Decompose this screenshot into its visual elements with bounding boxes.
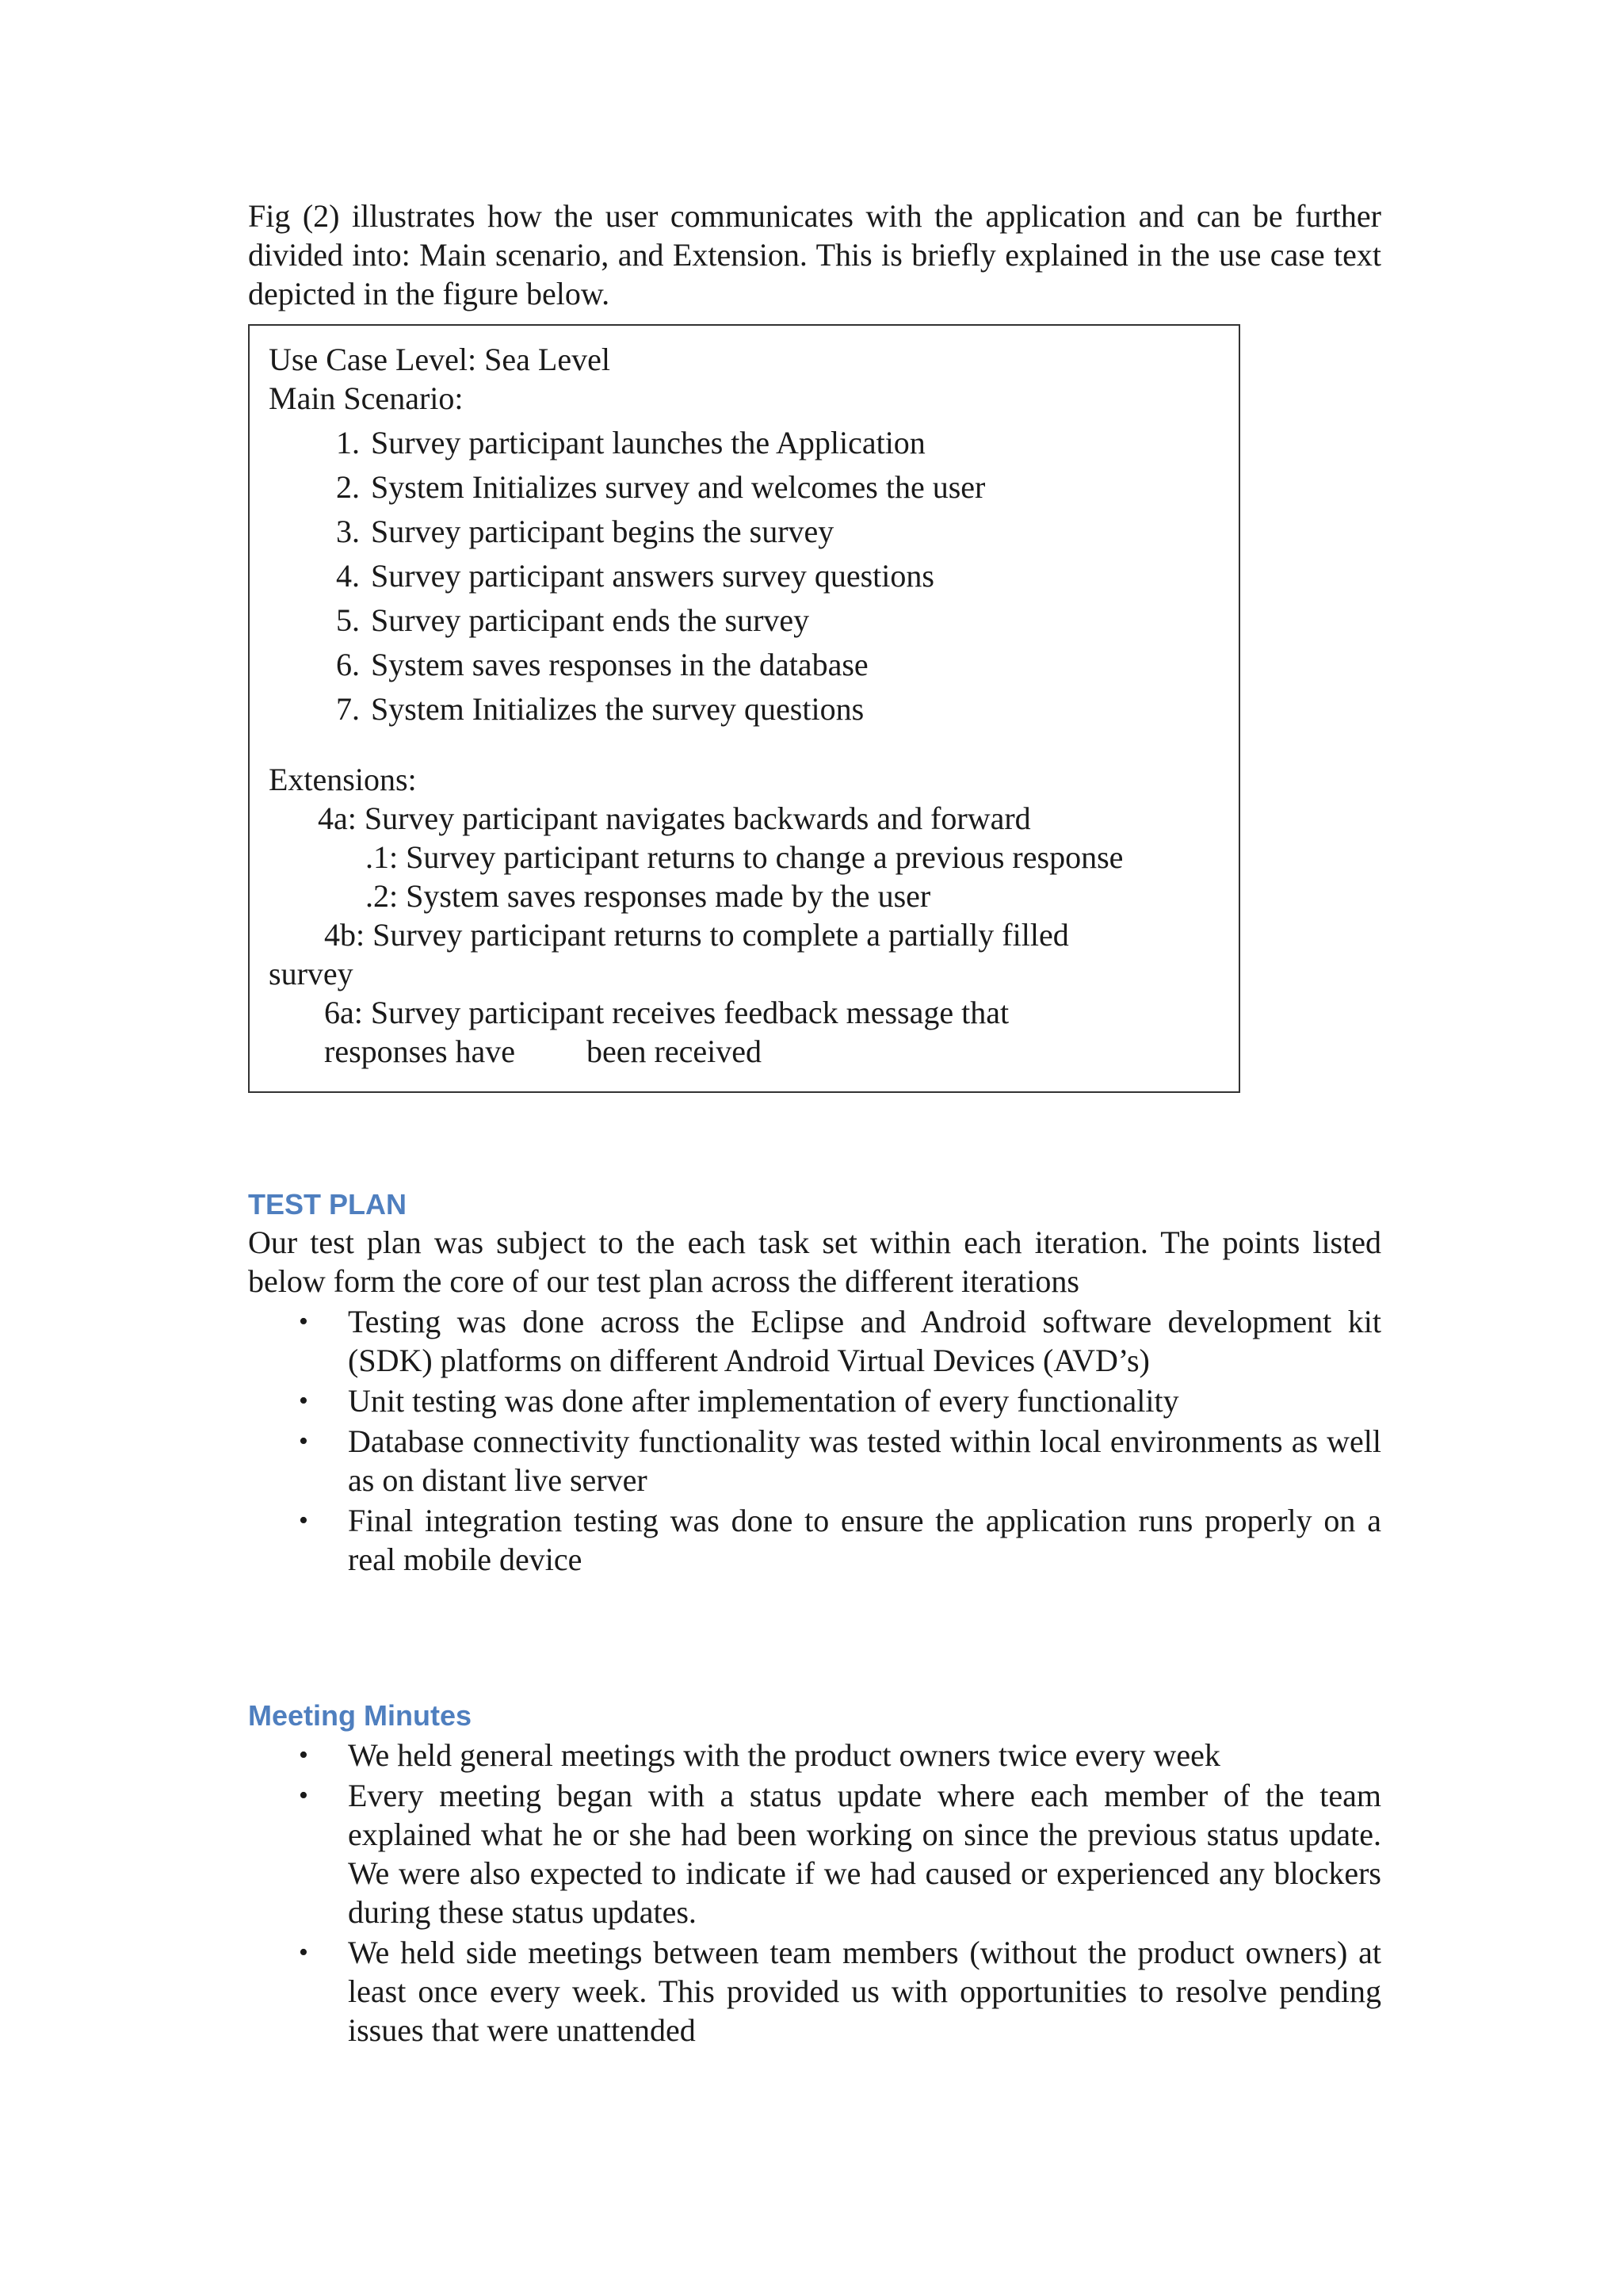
list-item [299,1302,1381,1380]
list-item-text: We held general meetings with the product owners twice every week [348,1737,1220,1773]
bullet-icon: • [299,1740,308,1770]
scenario-step: 3. Survey participant begins the survey [368,510,1220,554]
test-plan-intro: Our test plan was subject to the each task set within each iteration. The points listed below form the core of our test plan across the different iterations [248,1224,1381,1299]
list-item-text: Database connectivity functionality was tested within local environments as well as on distant live server [348,1423,1381,1498]
test-plan-heading: TEST PLAN [248,1188,407,1221]
list-item [299,1736,1381,1775]
use-case-box [248,324,1240,1093]
list-item [299,1422,1381,1499]
list-item [299,1381,1381,1420]
list-item [299,1776,1381,1931]
bullet-icon: • [299,1506,308,1535]
extension-6a: 6a: Survey participant receives feedback message that [324,995,1010,1030]
list-item [299,1501,1381,1579]
bullet-icon: • [299,1307,308,1336]
list-item-text: We held side meetings between team members (without the product owners) at least once every week. This provided us with opportunities to resolve pending issues that were unattended [348,1935,1381,2048]
list-item-text: Unit testing was done after implementation of every functionality [348,1383,1179,1419]
meeting-minutes-list [248,1736,1381,2050]
scenario-step: 5. Survey participant ends the survey [368,598,1220,643]
meeting-minutes-heading: Meeting Minutes [248,1699,472,1732]
document-page [248,197,1381,2051]
scenario-step: 4. Survey participant answers survey questions [368,554,1220,598]
bullet-icon: • [299,1938,308,1967]
list-item-text: Final integration testing was done to ensure the application runs properly on a real mobile device [348,1503,1381,1577]
extension-6a-continued: responses have been received [324,1033,762,1069]
use-case-level: Use Case Level: Sea Level [269,342,610,377]
main-scenario-title: Main Scenario: [269,380,464,416]
extension-4a-1: .1: Survey participant returns to change a previous response [365,839,1124,875]
list-item-text: Every meeting began with a status update where each member of the team explained what he or she had been working on since the previous status update. We were also expected to indicate if we had caused or experienced any blockers during these status updates. [348,1778,1381,1930]
extension-4b: 4b: Survey participant returns to complete a partially filled [324,917,1069,953]
main-scenario-steps [269,421,1220,732]
scenario-step: 1. Survey participant launches the Application [368,421,1220,465]
list-item-text: Testing was done across the Eclipse and Android software development kit (SDK) platforms on different Android Virtual Devices (AVD’s) [348,1304,1381,1378]
extensions-title: Extensions: [269,762,417,797]
bullet-icon: • [299,1386,308,1415]
intro-paragraph: Fig (2) illustrates how the user communicates with the application and can be further divided into: Main scenario, and Extension. This is briefly explained in the use case text depicted in the figure below. [248,198,1381,311]
scenario-step: 6. System saves responses in the database [368,643,1220,687]
scenario-step: 7. System Initializes the survey questions [368,687,1220,732]
bullet-icon: • [299,1427,308,1456]
extension-4b-continued: survey [269,956,353,991]
bullet-icon: • [299,1781,308,1810]
test-plan-list [248,1302,1381,1579]
extension-4a: 4a: Survey participant navigates backwards and forward [318,800,1031,836]
list-item [299,1933,1381,2050]
scenario-step: 2. System Initializes survey and welcomes the user [368,465,1220,510]
extension-4a-2: .2: System saves responses made by the user [365,878,931,914]
